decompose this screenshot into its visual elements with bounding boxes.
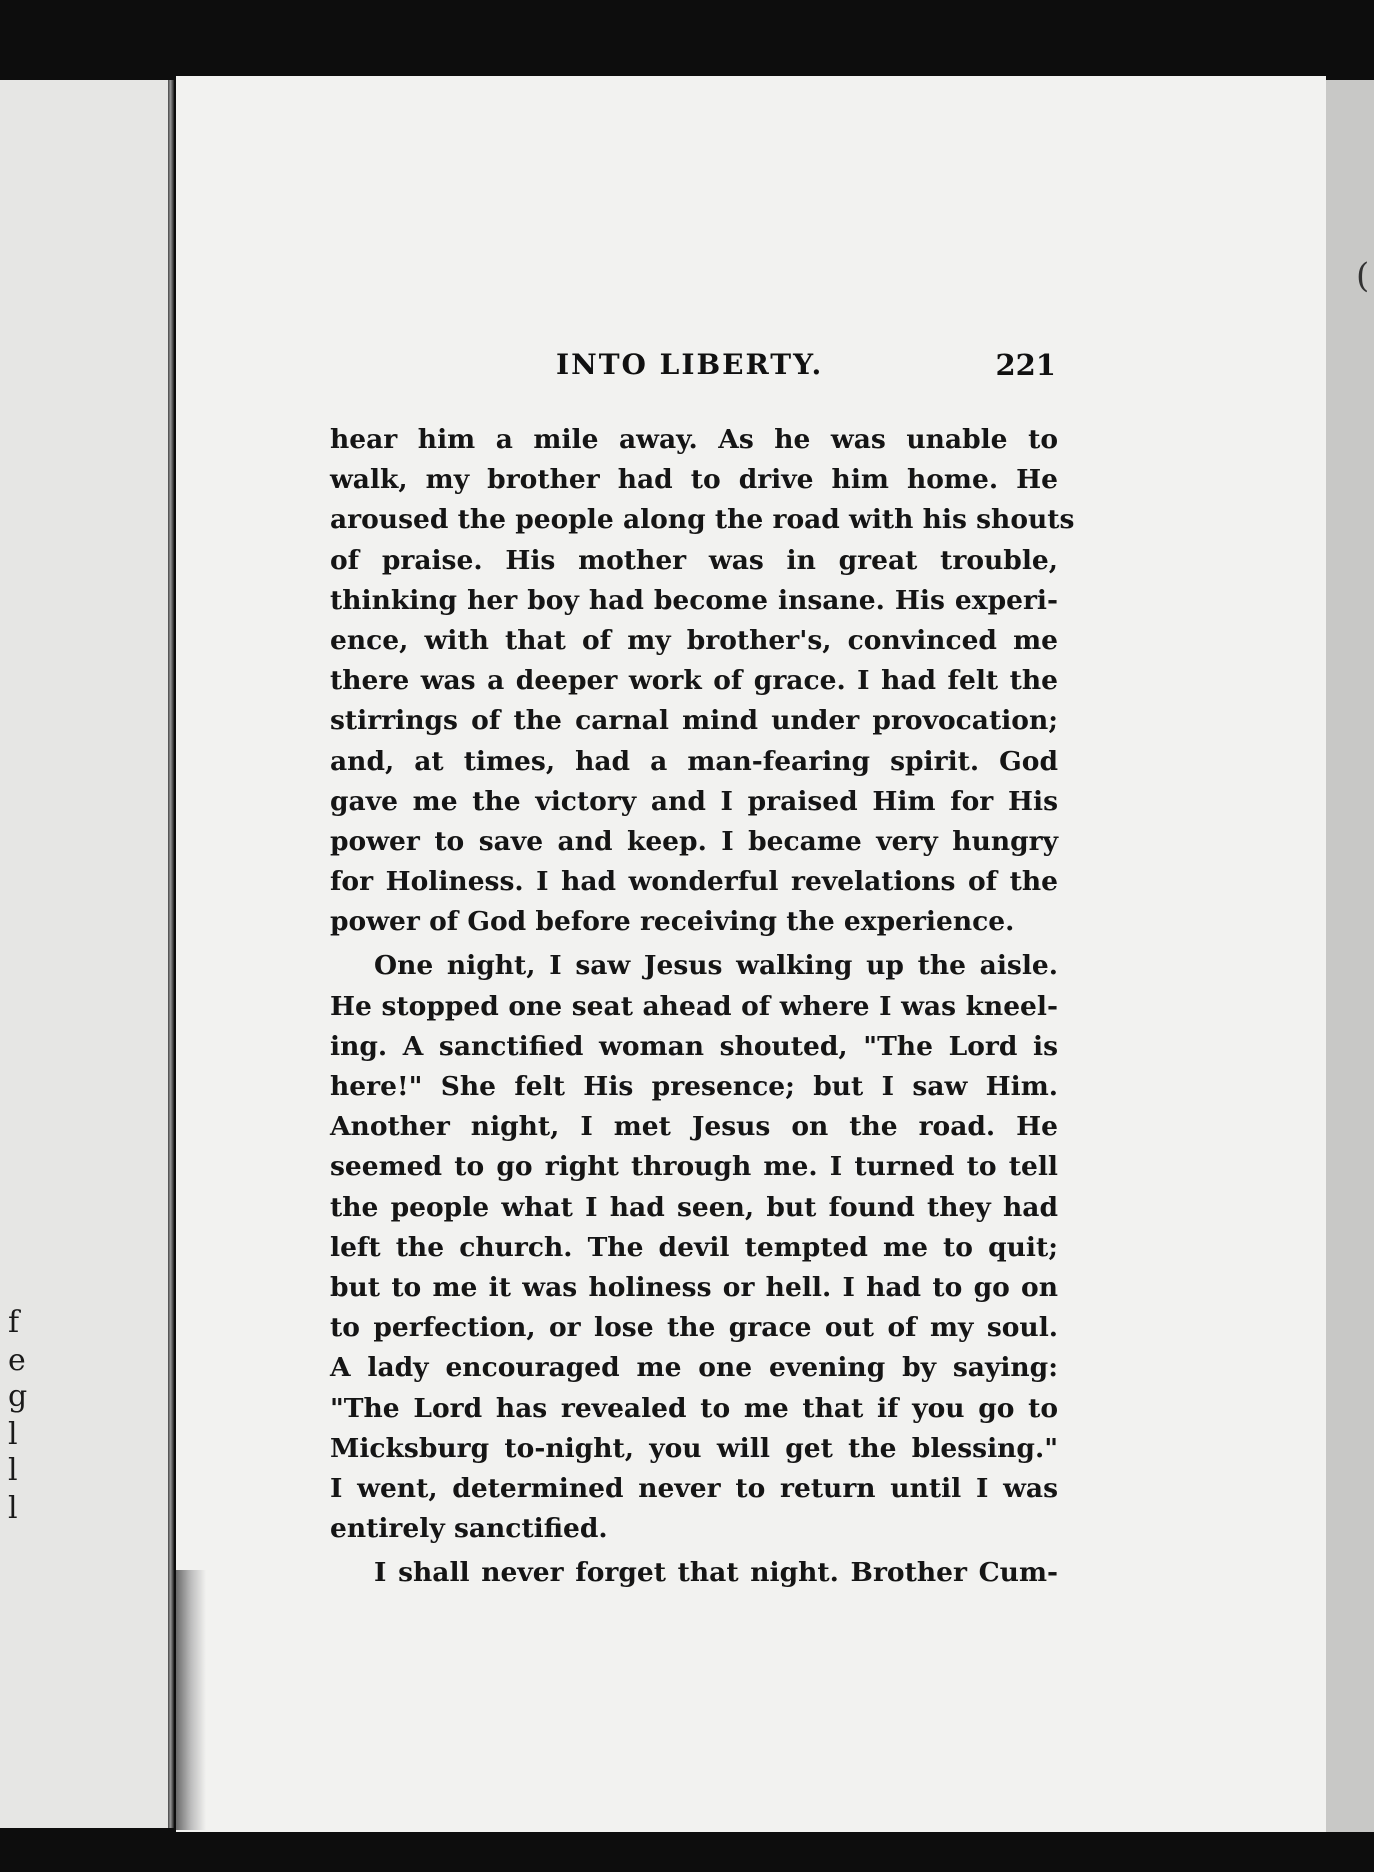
text-line: thinking her boy had become insane. His experi- xyxy=(330,584,1058,616)
text-line: "The Lord has revealed to me that if you go to xyxy=(330,1392,1058,1424)
text-line: One night, I saw Jesus walking up the aisle. xyxy=(374,950,1058,982)
gutter-shadow xyxy=(176,1570,206,1830)
fragment: l xyxy=(8,1491,18,1526)
text-line: power to save and keep. I became very hungry xyxy=(330,825,1058,857)
text-line: entirely sanctified. xyxy=(330,1513,608,1545)
paragraph xyxy=(330,420,1075,942)
text-line: here!" She felt His presence; but I saw Him. xyxy=(330,1071,1058,1102)
paragraph xyxy=(330,1553,1058,1593)
text-line: stirrings of the carnal mind under provocation; xyxy=(330,705,1058,737)
book-spine-edge xyxy=(168,80,174,1828)
text-line: Micksburg to-night, you will get the blessing." xyxy=(330,1432,1058,1464)
fragment: f xyxy=(8,1305,20,1340)
text-line: of praise. His mother was in great trouble, xyxy=(330,544,1058,576)
fragment: l xyxy=(8,1453,18,1488)
fragment: g xyxy=(8,1379,28,1414)
text-line: ing. A sanctified woman shouted, "The Lord is xyxy=(330,1030,1058,1062)
text-line: A lady encouraged me one evening by saying: xyxy=(330,1352,1058,1384)
text-line: I went, determined never to return until I was xyxy=(330,1472,1058,1504)
page-mark-glyph: ( xyxy=(1356,256,1370,296)
page-header xyxy=(556,348,1056,388)
text-line: to perfection, or lose the grace out of my soul. xyxy=(330,1312,1058,1344)
text-line: aroused the people along the road with his shouts xyxy=(330,504,1075,536)
text-line: and, at times, had a man-fearing spirit. God xyxy=(330,745,1058,777)
page-body xyxy=(330,420,1075,1593)
facing-page xyxy=(0,80,172,1828)
text-line: He stopped one seat ahead of where I was kneel- xyxy=(330,990,1058,1022)
fragment: l xyxy=(8,1417,18,1452)
text-line: for Holiness. I had wonderful revelations of the xyxy=(330,866,1058,898)
page-margin-strip xyxy=(1326,80,1374,1832)
text-line: walk, my brother had to drive him home. He xyxy=(330,464,1058,496)
text-line: seemed to go right through me. I turned to tell xyxy=(330,1151,1058,1183)
text-line: there was a deeper work of grace. I had felt the xyxy=(330,665,1058,697)
running-title: INTO LIBERTY. xyxy=(556,348,824,381)
paragraph xyxy=(330,946,1058,1549)
scan-border xyxy=(0,1832,1374,1872)
text-line: left the church. The devil tempted me to quit; xyxy=(330,1231,1058,1263)
text-line: gave me the victory and I praised Him for His xyxy=(330,785,1058,817)
text-line: I shall never forget that night. Brother Cum- xyxy=(374,1557,1058,1589)
text-line: Another night, I met Jesus on the road. He xyxy=(330,1111,1058,1143)
text-line: hear him a mile away. As he was unable to xyxy=(330,424,1058,455)
text-line: ence, with that of my brother's, convinced me xyxy=(330,624,1058,656)
text-line: but to me it was holiness or hell. I had to go on xyxy=(330,1271,1058,1303)
page-number: 221 xyxy=(995,348,1056,382)
text-line: the people what I had seen, but found they had xyxy=(330,1191,1058,1223)
text-line: power of God before receiving the experience. xyxy=(330,906,1015,938)
fragment: e xyxy=(8,1343,26,1378)
